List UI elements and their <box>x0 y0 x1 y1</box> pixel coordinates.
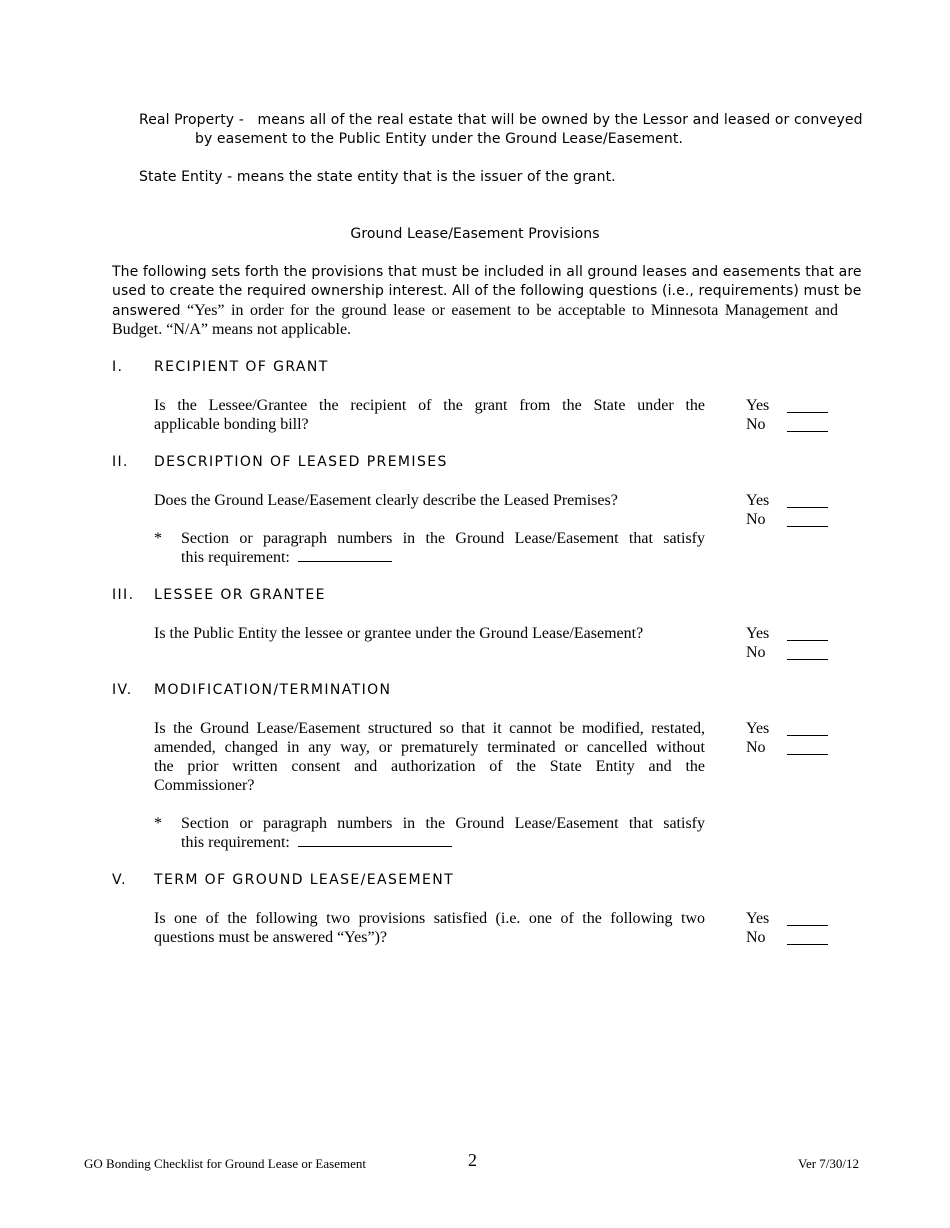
section-3-question-line-1: Is the Public Entity the lessee or grantee under the Ground Lease/Easement? <box>154 625 644 642</box>
section-4-question-line-4: Commissioner? <box>154 777 255 794</box>
section-4-question-line-1: Is the Ground Lease/Easement structured so that it cannot be modified, restated, <box>154 720 705 737</box>
section-5-question-line-1: Is one of the following two provisions satisfied (i.e. one of the following two <box>154 910 705 927</box>
section-2-no-blank[interactable] <box>787 526 828 527</box>
section-2-numeral: II. <box>112 454 129 470</box>
state-entity-definition: State Entity - means the state entity that is the issuer of the grant. <box>139 169 616 185</box>
section-4-question-line-2: amended, changed in any way, or prematurely terminated or cancelled without <box>154 739 705 756</box>
section-4-no-label: No <box>746 739 766 756</box>
real-property-definition <box>139 111 863 130</box>
section-3-yes-blank[interactable] <box>787 640 828 641</box>
section-2-yes-blank[interactable] <box>787 507 828 508</box>
section-4-no-blank[interactable] <box>787 754 828 755</box>
intro-line-3 <box>112 301 838 321</box>
intro-line-1: The following sets forth the provisions that must be included in all ground leases and easements that are <box>112 264 862 280</box>
section-3-no-blank[interactable] <box>787 659 828 660</box>
section-2-note-line-1: Section or paragraph numbers in the Ground Lease/Easement that satisfy <box>181 530 705 547</box>
section-4-note-marker: * <box>154 815 162 832</box>
section-2-no-label: No <box>746 511 766 528</box>
section-1-yes-blank[interactable] <box>787 412 828 413</box>
section-4-section-numbers-blank[interactable] <box>298 833 452 847</box>
section-1-numeral: I. <box>112 359 124 375</box>
real-property-text: means all of the real estate that will be owned by the Lessor and leased or conveyed <box>257 112 863 128</box>
section-3-heading: LESSEE OR GRANTEE <box>154 587 326 603</box>
section-1-heading: RECIPIENT OF GRANT <box>154 359 329 375</box>
section-2-note-text: this requirement: <box>181 549 290 566</box>
section-1-question-line-1: Is the Lessee/Grantee the recipient of the grant from the State under the <box>154 397 705 414</box>
section-2-heading: DESCRIPTION OF LEASED PREMISES <box>154 454 448 470</box>
section-3-yes-label: Yes <box>746 625 770 642</box>
section-5-no-blank[interactable] <box>787 944 828 945</box>
section-1-no-label: No <box>746 416 766 433</box>
section-5-no-label: No <box>746 929 766 946</box>
section-3-no-label: No <box>746 644 766 661</box>
footer-doc-title: GO Bonding Checklist for Ground Lease or Easement <box>84 1156 366 1171</box>
section-2-section-numbers-blank[interactable] <box>298 548 392 562</box>
section-2-question-line-1: Does the Ground Lease/Easement clearly describe the Leased Premises? <box>154 492 618 509</box>
section-4-note-text: this requirement: <box>181 834 290 851</box>
section-5-question-line-2: questions must be answered “Yes”)? <box>154 929 387 946</box>
intro-line-3-start: answered <box>112 303 181 319</box>
section-4-heading: MODIFICATION/TERMINATION <box>154 682 392 698</box>
provisions-title: Ground Lease/Easement Provisions <box>350 226 600 242</box>
real-property-definition-cont: by easement to the Public Entity under the Ground Lease/Easement. <box>195 131 684 147</box>
section-1-no-blank[interactable] <box>787 431 828 432</box>
intro-line-2: used to create the required ownership interest. All of the following questions (i.e., requirements) must be <box>112 283 862 299</box>
section-3-numeral: III. <box>112 587 135 603</box>
footer-version: Ver 7/30/12 <box>798 1156 860 1171</box>
section-4-note-line-2 <box>181 833 452 852</box>
intro-line-4: Budget. “N/A” means not applicable. <box>112 321 352 338</box>
section-4-note-line-1: Section or paragraph numbers in the Ground Lease/Easement that satisfy <box>181 815 705 832</box>
intro-line-3-rest: “Yes” in order for the ground lease or easement to be acceptable to Minnesota Management and <box>187 302 838 319</box>
section-5-numeral: V. <box>112 872 128 888</box>
real-property-term: Real Property - <box>139 112 244 128</box>
section-5-heading: TERM OF GROUND LEASE/EASEMENT <box>154 872 455 888</box>
section-2-note-marker: * <box>154 530 162 547</box>
section-1-question-line-2: applicable bonding bill? <box>154 416 309 433</box>
section-2-yes-label: Yes <box>746 492 770 509</box>
section-4-question-line-3: the prior written consent and authorization of the State Entity and the <box>154 758 705 775</box>
section-4-numeral: IV. <box>112 682 133 698</box>
section-1-yes-label: Yes <box>746 397 770 414</box>
section-2-note-line-2 <box>181 548 392 567</box>
section-5-yes-label: Yes <box>746 910 770 927</box>
section-5-yes-blank[interactable] <box>787 925 828 926</box>
footer-page-number: 2 <box>468 1150 477 1170</box>
section-4-yes-label: Yes <box>746 720 770 737</box>
section-4-yes-blank[interactable] <box>787 735 828 736</box>
